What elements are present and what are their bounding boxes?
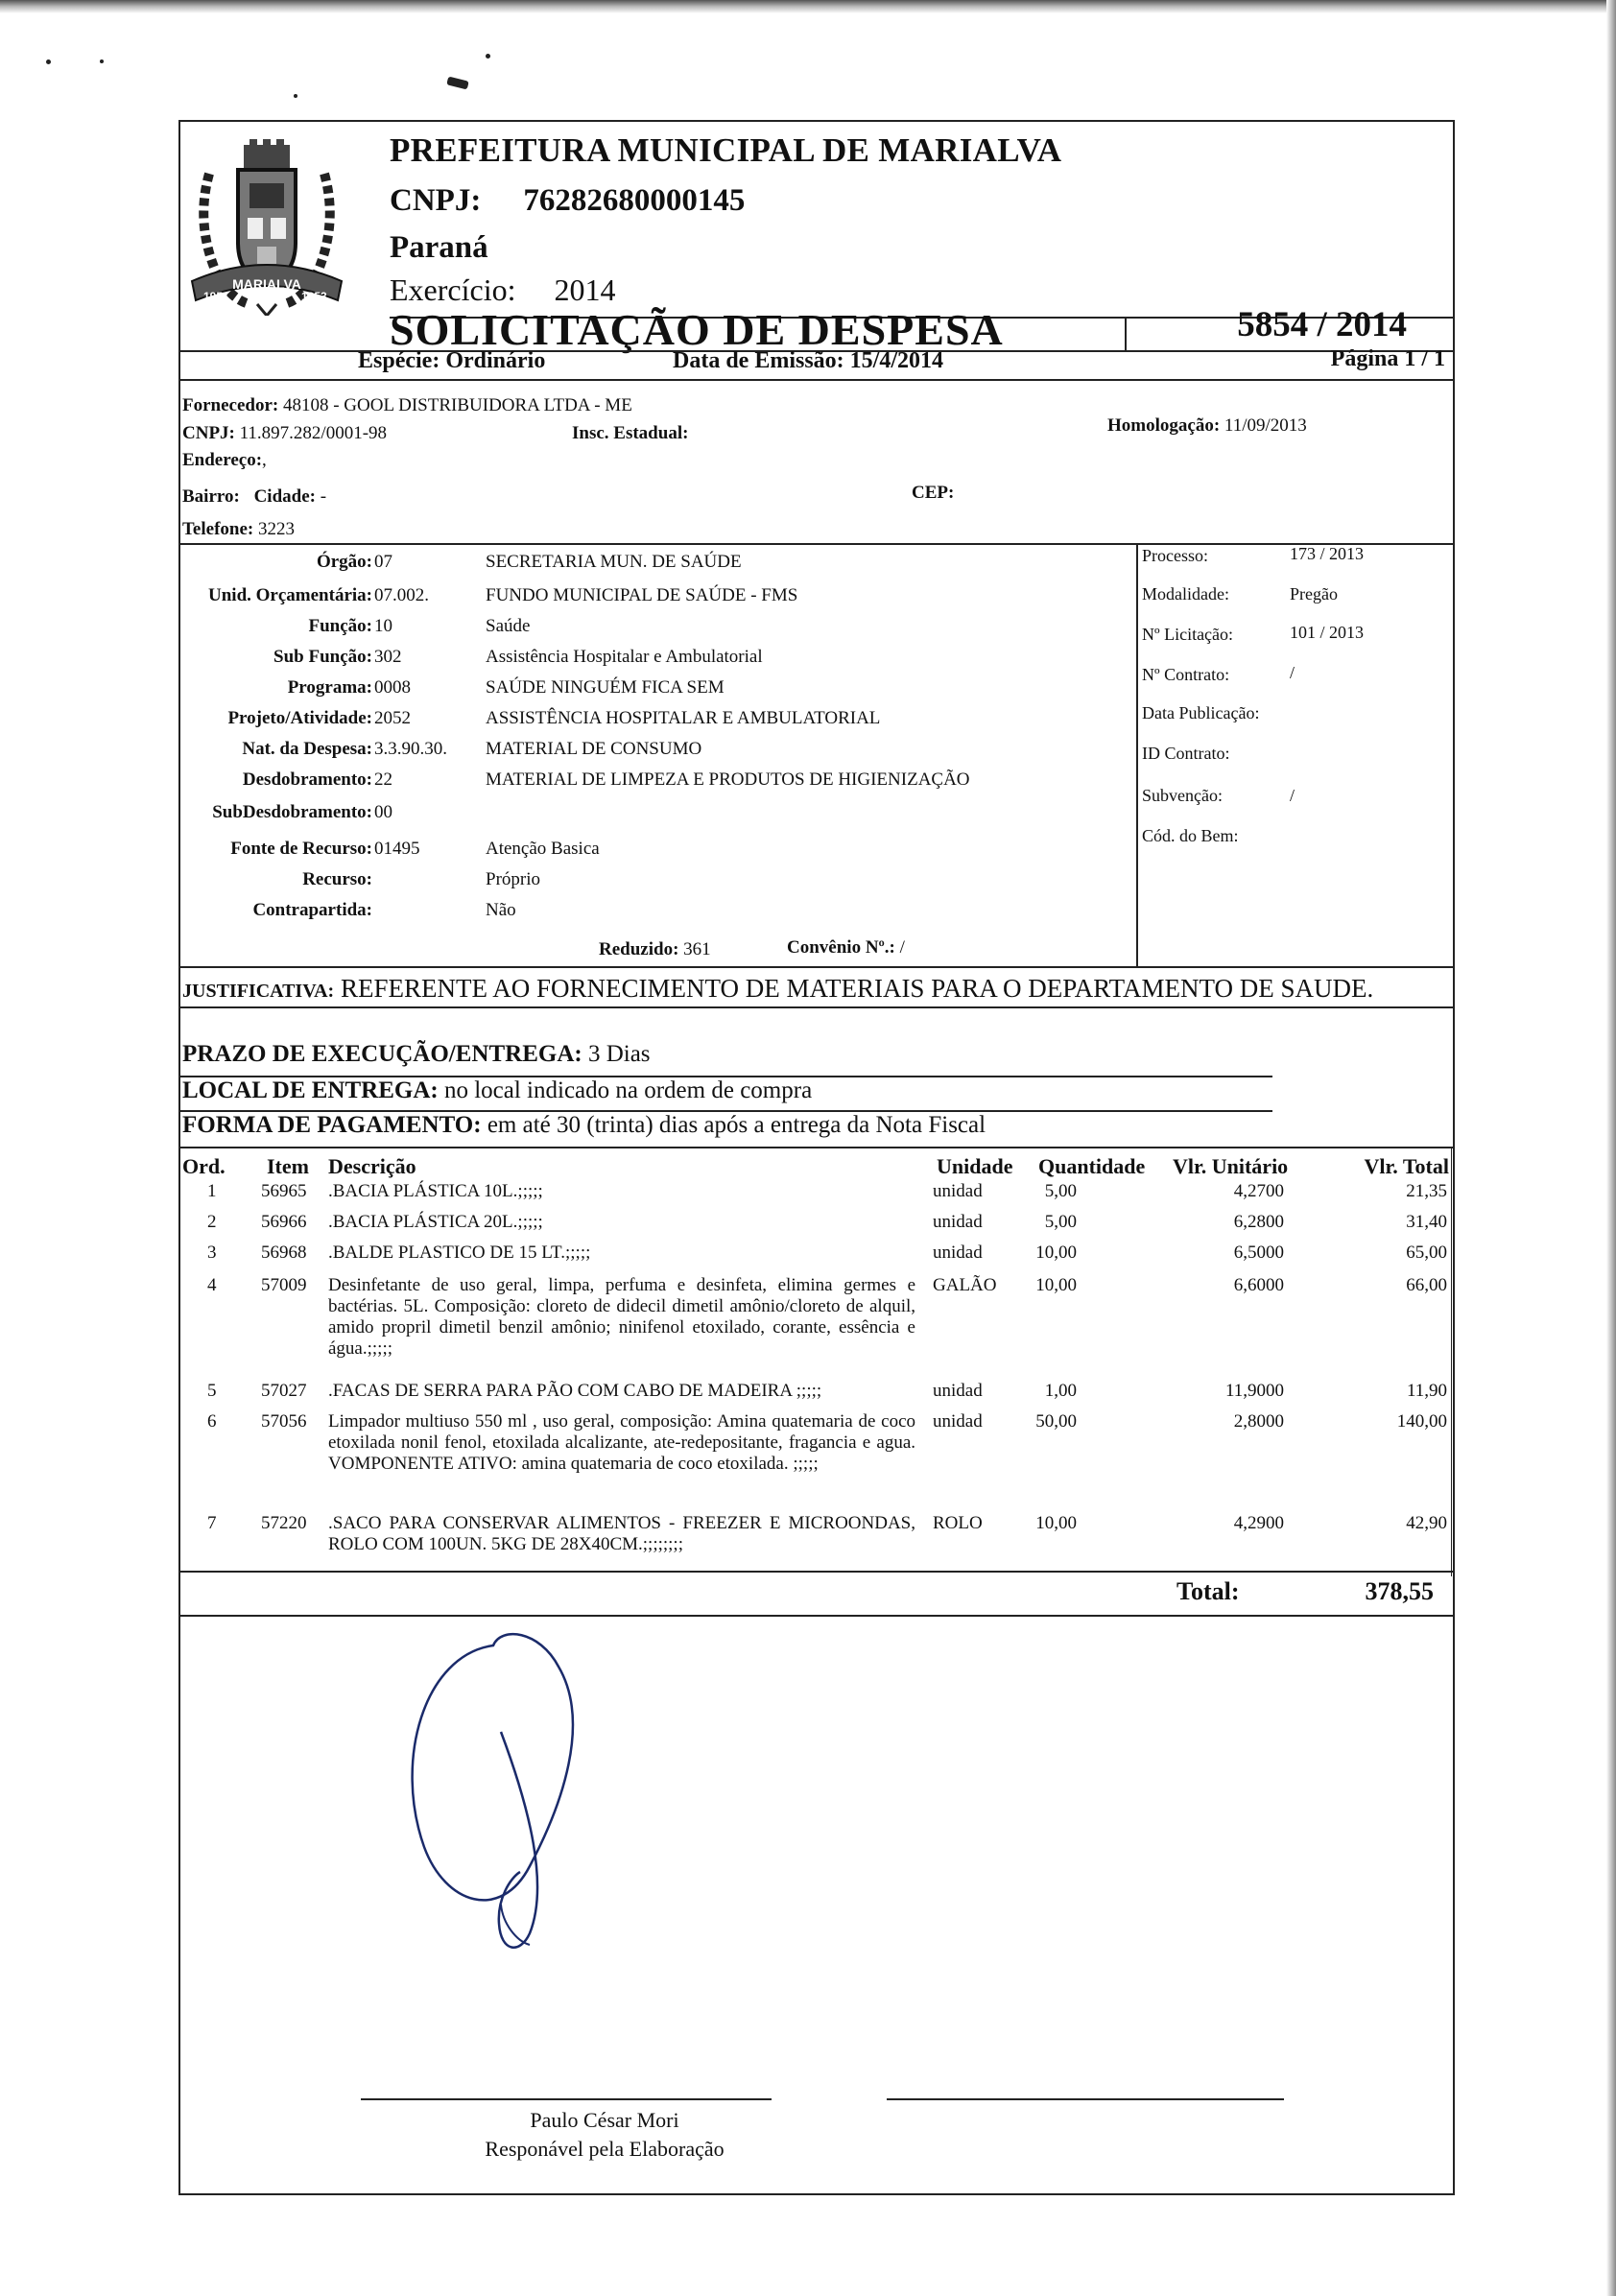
item-total: 21,35: [1406, 1181, 1447, 1201]
budget-row-description: Assistência Hospitalar e Ambulatorial: [486, 647, 763, 667]
col-header-description: Descrição: [328, 1154, 416, 1178]
local-value: no local indicado na ordem de compra: [443, 1077, 813, 1103]
supplier-label: Fornecedor:: [182, 395, 279, 415]
item-total: 65,00: [1406, 1243, 1447, 1263]
item-ord: 7: [207, 1513, 217, 1533]
total-bottom-rule: [178, 1615, 1455, 1617]
col-header-item: Item: [267, 1154, 309, 1178]
title-divider: [1125, 317, 1127, 350]
budget-row-key: Desdobramento:: [242, 769, 372, 790]
item-total: 11,90: [1406, 1381, 1447, 1401]
col-header-unit-price: Vlr. Unitário: [1173, 1154, 1289, 1178]
item-unit: unidad: [933, 1212, 983, 1232]
supplier-cnpj-value: 11.897.282/0001-98: [239, 423, 388, 443]
exercicio: [390, 272, 615, 308]
doc-number: 5854 / 2014: [1237, 305, 1407, 344]
city-value: -: [320, 486, 327, 507]
item-quantity: 1,00: [1044, 1381, 1077, 1401]
district-label: Bairro:: [182, 486, 240, 507]
processo-value: 173 / 2013: [1290, 544, 1365, 563]
supplier-cnpj-line: [182, 423, 387, 444]
phone-label: Telefone:: [182, 519, 254, 539]
budget-row-description: Saúde: [486, 616, 531, 636]
item-code: 56965: [261, 1181, 307, 1201]
col-header-ord: Ord.: [182, 1154, 226, 1178]
justificativa-bottom-rule: [178, 1006, 1455, 1008]
budget-row-label: [113, 647, 372, 668]
item-ord: 5: [207, 1381, 217, 1401]
item-unit-price: 6,6000: [1233, 1275, 1284, 1295]
prazo-value: 3 Dias: [587, 1041, 651, 1067]
processo-label: Processo:: [1142, 546, 1208, 565]
justificativa-value: REFERENTE AO FORNECIMENTO DE MATERIAIS PARA O DEPARTAMENTO DE SAUDE.: [340, 974, 1374, 1003]
item-code: 57056: [261, 1411, 307, 1432]
budget-row-label: [113, 739, 372, 760]
licitacao-value: 101 / 2013: [1290, 623, 1365, 642]
handwritten-signature: [386, 1617, 616, 1962]
budget-row-label: [113, 552, 372, 573]
org-name: PREFEITURA MUNICIPAL DE MARIALVA: [390, 131, 1062, 169]
budget-row-label: [113, 839, 372, 860]
item-ord: 6: [207, 1411, 217, 1432]
insc-estadual: [572, 423, 688, 444]
item-quantity: 5,00: [1044, 1181, 1077, 1201]
subvencao-label: Subvenção:: [1142, 786, 1223, 805]
item-description: .BACIA PLÁSTICA 10L.;;;;;: [328, 1181, 543, 1201]
col-header-unit: Unidade: [937, 1154, 1013, 1178]
item-unit-price: 6,5000: [1233, 1243, 1284, 1263]
item-unit-price: 2,8000: [1233, 1411, 1284, 1432]
item-description: Limpador multiuso 550 ml , uso geral, composição: Amina quatemaria de coco etoxilada nonil fenol, etoxilada alcalizante, ate-redepositante, fragancia e agua. VOMPONENTE ATIVO: amina quatemaria de coco etoxilada. ;;;;;: [328, 1411, 915, 1474]
scan-speck: [294, 94, 297, 98]
budget-row-key: Unid. Orçamentária:: [208, 585, 372, 605]
doc-title: SOLICITAÇÃO DE DESPESA: [390, 305, 1004, 354]
item-code: 56966: [261, 1212, 307, 1232]
item-code: 57220: [261, 1513, 307, 1533]
budget-row-key: Fonte de Recurso:: [230, 839, 372, 859]
signer-role: Responável pela Elaboração: [485, 2137, 725, 2161]
crest-text: MARIALVA: [232, 276, 301, 292]
item-unit: unidad: [933, 1243, 983, 1263]
item-code: 57027: [261, 1381, 307, 1401]
scan-speck: [46, 59, 51, 64]
item-unit-price: 11,9000: [1224, 1381, 1284, 1401]
budget-row-key: Recurso:: [302, 869, 372, 889]
budget-row-description: SAÚDE NINGUÉM FICA SEM: [486, 677, 725, 698]
budget-row-key: Programa:: [287, 677, 372, 698]
signature-line-2: [887, 2098, 1284, 2100]
budget-row-code: 07.002.: [374, 585, 429, 605]
item-unit-price: 6,2800: [1233, 1212, 1284, 1232]
modalidade-label: Modalidade:: [1142, 584, 1229, 604]
address-label: Endereço:: [182, 450, 263, 470]
item-unit: ROLO: [933, 1513, 983, 1533]
signer-block: [480, 2106, 729, 2164]
publicacao-label: Data Publicação:: [1142, 703, 1260, 722]
budget-row-label: [113, 900, 372, 921]
item-description: .FACAS DE SERRA PARA PÃO COM CABO DE MADEIRA ;;;;;: [328, 1381, 822, 1401]
budget-row-description: SECRETARIA MUN. DE SAÚDE: [486, 552, 742, 572]
address-line: [182, 450, 267, 471]
item-ord: 3: [207, 1243, 217, 1263]
org-cnpj-label: CNPJ:: [390, 183, 482, 218]
scan-speck: [100, 59, 104, 63]
budget-row-code: 302: [374, 647, 402, 667]
exercicio-value: 2014: [554, 272, 616, 307]
budget-row-code: 3.3.90.30.: [374, 739, 447, 759]
cep-label: CEP:: [912, 483, 955, 503]
modalidade-value: Pregão: [1290, 584, 1338, 604]
col-header-quantity: Quantidade: [1038, 1154, 1146, 1178]
scan-speck: [486, 54, 490, 59]
supplier-bottom-rule: [178, 543, 1455, 545]
procurement-divider: [1136, 544, 1138, 966]
convenio-value: /: [899, 937, 905, 958]
justificativa: [182, 974, 1373, 1004]
city-label: Cidade:: [253, 486, 316, 507]
prazo-label: PRAZO DE EXECUÇÃO/ENTREGA:: [182, 1041, 582, 1067]
payment-label: FORMA DE PAGAMENTO:: [182, 1112, 482, 1138]
payment-line: [182, 1112, 986, 1139]
grand-total-value: 378,55: [1365, 1577, 1434, 1605]
budget-row-key: SubDesdobramento:: [212, 802, 372, 822]
org-cnpj-value: 76282680000145: [523, 183, 746, 218]
insc-estadual-label: Insc. Estadual:: [572, 423, 689, 443]
homologacao-label: Homologação:: [1107, 415, 1221, 436]
supplier-line: [182, 395, 632, 416]
budget-row-label: [113, 585, 372, 606]
col-header-total: Vlr. Total: [1364, 1154, 1449, 1178]
signature-line-1: [361, 2098, 772, 2100]
item-quantity: 10,00: [1035, 1243, 1077, 1263]
item-unit: unidad: [933, 1411, 983, 1432]
local-label: LOCAL DE ENTREGA:: [182, 1077, 439, 1103]
scan-speck: [446, 76, 469, 89]
payment-value: em até 30 (trinta) dias após a entrega da Nota Fiscal: [487, 1112, 986, 1138]
org-cnpj: [390, 183, 745, 219]
budget-row-description: Não: [486, 900, 516, 920]
header-bottom-rule: [178, 379, 1455, 381]
scan-edge-top: [0, 0, 1616, 13]
cod-bem-label: Cód. do Bem:: [1142, 826, 1239, 845]
item-unit: GALÃO: [933, 1275, 997, 1295]
prazo-line: [182, 1041, 651, 1068]
local-line: [182, 1077, 812, 1104]
cep: [912, 483, 954, 504]
crest-year-right: 1953: [301, 290, 327, 303]
convenio: [787, 937, 905, 959]
budget-row-description: MATERIAL DE LIMPEZA E PRODUTOS DE HIGIENIZAÇÃO: [486, 769, 970, 790]
item-description: Desinfetante de uso geral, limpa, perfuma e desinfeta, elimina germes e bactérias. 5L. Composição: cloreto de didecil dimetil amônio/cloreto de alquil, amido propril dimetil benzil amônio; ninifenol etoxilado, corante, essência e água.;;;;;: [328, 1275, 915, 1359]
municipal-crest-icon: [190, 135, 344, 316]
budget-row-code: 07: [374, 552, 392, 572]
budget-row-description: ASSISTÊNCIA HOSPITALAR E AMBULATORIAL: [486, 708, 881, 728]
justificativa-label: JUSTIFICATIVA:: [182, 981, 335, 1002]
item-unit-price: 4,2900: [1233, 1513, 1284, 1533]
budget-row-key: Contrapartida:: [252, 900, 372, 920]
budget-row-code: 22: [374, 769, 392, 790]
item-unit: unidad: [933, 1181, 983, 1201]
budget-row-key: Órgão:: [316, 552, 372, 572]
contrato-value: /: [1290, 663, 1295, 682]
item-total: 140,00: [1396, 1411, 1447, 1432]
phone-line: [182, 519, 295, 540]
budget-bottom-rule: [178, 966, 1455, 968]
budget-row-key: Sub Função:: [273, 647, 372, 667]
item-quantity: 10,00: [1035, 1513, 1077, 1533]
items-bottom-rule: [178, 1571, 1455, 1573]
budget-row-code: 01495: [374, 839, 420, 859]
id-contrato-label: ID Contrato:: [1142, 744, 1230, 763]
budget-row-key: Função:: [308, 616, 372, 636]
page-number: Página 1 / 1: [1330, 346, 1445, 371]
item-description: .BACIA PLÁSTICA 20L.;;;;;: [328, 1212, 543, 1232]
item-quantity: 5,00: [1044, 1212, 1077, 1232]
grand-total-label: Total:: [1176, 1577, 1240, 1605]
subvencao-value: /: [1290, 786, 1295, 805]
item-total: 66,00: [1406, 1275, 1447, 1295]
licitacao-label: Nº Licitação:: [1142, 625, 1234, 644]
address-value: ,: [262, 450, 267, 470]
reduzido: [599, 939, 711, 960]
crest-year-left: 1951: [203, 290, 229, 303]
budget-row-description: FUNDO MUNICIPAL DE SAÚDE - FMS: [486, 585, 798, 605]
item-code: 57009: [261, 1275, 307, 1295]
budget-row-label: [113, 869, 372, 890]
item-description: .SACO PARA CONSERVAR ALIMENTOS - FREEZER E MICROONDAS, ROLO COM 100UN. 5KG DE 28X40CM.;;;;;;;;: [328, 1513, 915, 1554]
item-total: 31,40: [1406, 1212, 1447, 1232]
budget-row-code: 2052: [374, 708, 411, 728]
item-code: 56968: [261, 1243, 307, 1263]
budget-row-label: [113, 769, 372, 791]
conditions-bottom-rule: [178, 1147, 1455, 1148]
budget-row-key: Nat. da Despesa:: [242, 739, 372, 759]
signer-name: Paulo César Mori: [530, 2108, 679, 2132]
reduzido-value: 361: [683, 939, 711, 959]
district-city-line: [182, 486, 326, 508]
budget-row-label: [113, 616, 372, 637]
form-frame: [178, 120, 1455, 2195]
supplier-cnpj-label: CNPJ:: [182, 423, 235, 443]
especie: Espécie: Ordinário: [358, 348, 546, 373]
item-ord: 1: [207, 1181, 217, 1201]
exercicio-label: Exercício:: [390, 272, 516, 307]
item-ord: 4: [207, 1275, 217, 1295]
budget-row-code: 0008: [374, 677, 411, 698]
supplier-value: 48108 - GOOL DISTRIBUIDORA LTDA - ME: [282, 395, 632, 415]
budget-row-label: [113, 708, 372, 729]
budget-row-description: Atenção Basica: [486, 839, 600, 859]
budget-row-label: [113, 802, 372, 823]
budget-row-code: 10: [374, 616, 392, 636]
budget-row-description: MATERIAL DE CONSUMO: [486, 739, 702, 759]
item-total: 42,90: [1406, 1513, 1447, 1533]
item-unit-price: 4,2700: [1233, 1181, 1284, 1201]
org-state: Paraná: [390, 230, 488, 265]
homologacao-value: 11/09/2013: [1224, 415, 1307, 436]
item-quantity: 10,00: [1035, 1275, 1077, 1295]
budget-row-key: Projeto/Atividade:: [227, 708, 372, 728]
convenio-label: Convênio Nº.:: [787, 937, 895, 958]
item-description: .BALDE PLASTICO DE 15 LT.;;;;;: [328, 1243, 591, 1263]
budget-row-label: [113, 677, 372, 698]
homologacao: [1107, 415, 1307, 437]
phone-value: 3223: [257, 519, 295, 539]
budget-row-code: 00: [374, 802, 392, 822]
contrato-label: Nº Contrato:: [1142, 665, 1230, 684]
item-ord: 2: [207, 1212, 217, 1232]
item-quantity: 50,00: [1035, 1411, 1077, 1432]
item-unit: unidad: [933, 1381, 983, 1401]
total-col-edge: [1451, 1147, 1452, 1576]
reduzido-label: Reduzido:: [599, 939, 679, 959]
budget-row-description: Próprio: [486, 869, 540, 889]
emission-date: Data de Emissão: 15/4/2014: [673, 348, 943, 373]
scan-edge-right: [1606, 0, 1616, 2296]
